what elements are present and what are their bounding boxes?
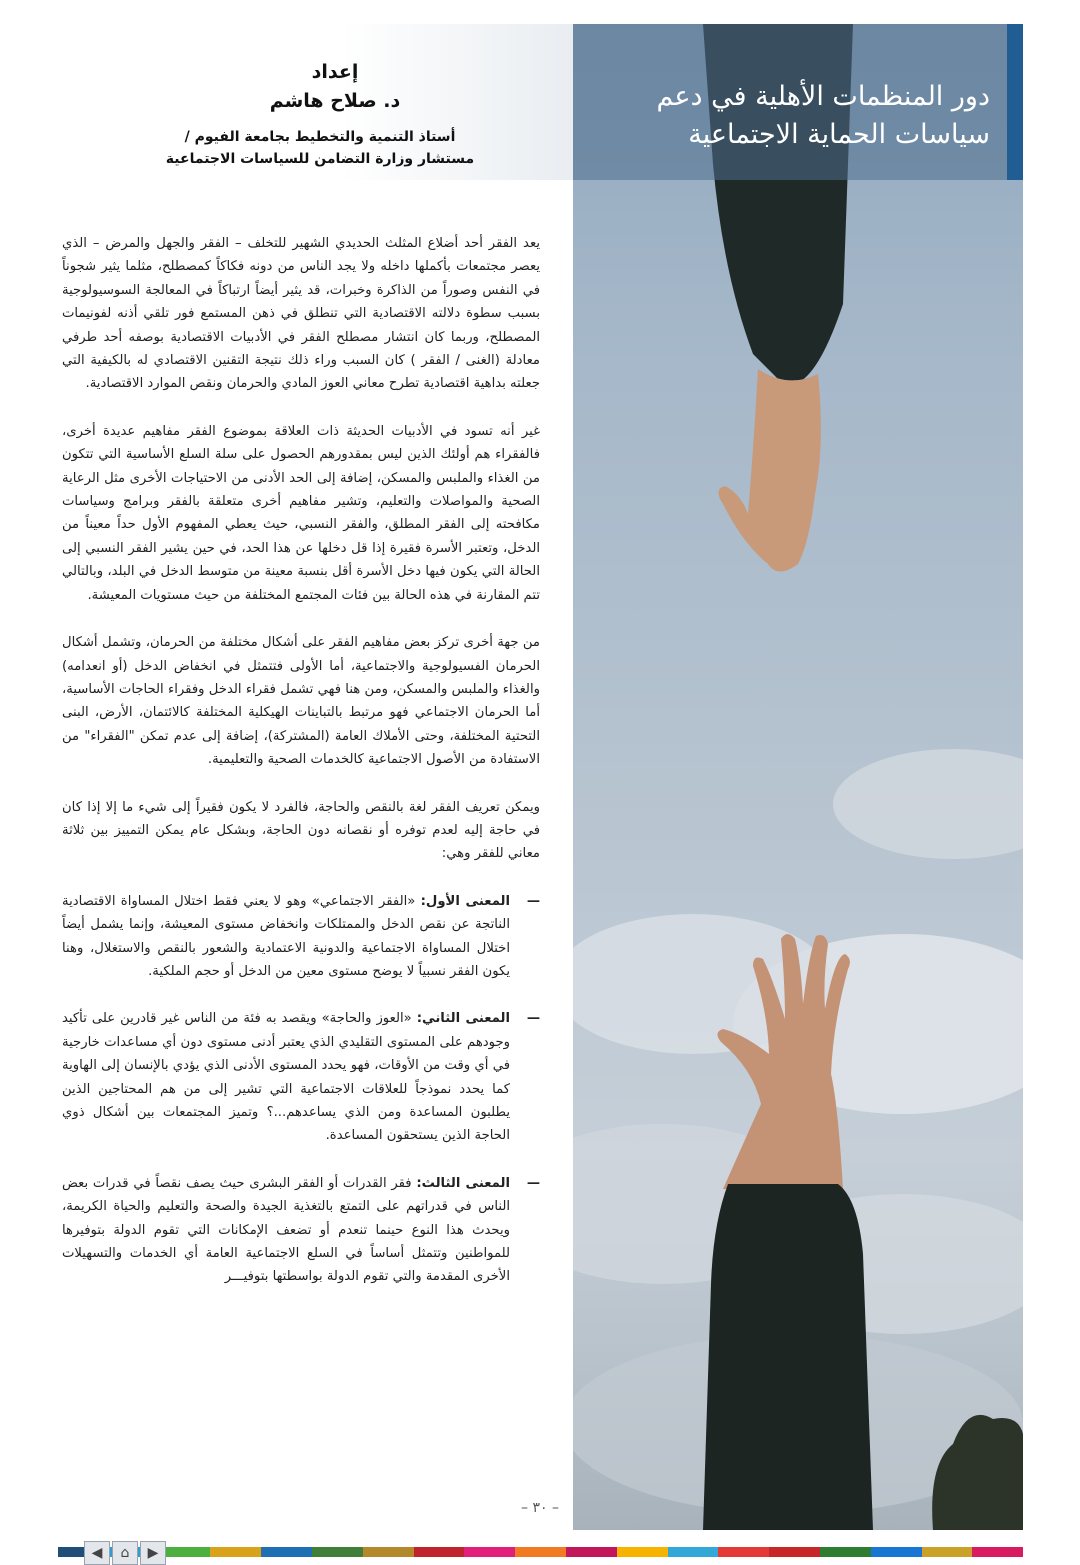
meaning-2 xyxy=(62,1007,540,1147)
list-dash: — xyxy=(526,1011,540,1027)
article-body xyxy=(62,232,540,1313)
nav-lead-block xyxy=(58,1547,84,1557)
author-role xyxy=(80,126,560,170)
color-strip-segment xyxy=(210,1547,261,1557)
page-number: – ٣٠ – xyxy=(521,1500,559,1516)
next-page-button[interactable]: ▶ xyxy=(140,1541,166,1565)
prepared-by-label: إعداد xyxy=(311,61,359,83)
meaning-2-text: «العوز والحاجة» ويقصد به فئة من الناس غير قادرين على تأكيد وجودهم على المستوى التقليدي الذي يعتبر أدنى مستوى دون أي مساعدات خارجية في أي وقت من الأوقات، فهو يحدد المستوى الأدنى الذي يؤدي بالإنسان إلى الهاوية كما يحدد نموذجاً للعلاقات الاجتماعية التي تشير إلى من هم المحتاجين الذين يطلبون المساعدة ومن الذي يساعدهم...؟ وتميز المجتمعات بين أشكال ذوي الحاجة الذين يستحقون المساعدة. xyxy=(62,1011,510,1144)
paragraph-2: غير أنه تسود في الأدبيات الحديثة ذات العلاقة بموضوع الفقر مفاهيم عديدة أخرى، فالفقراء هم أولئك الذين ليس بمقدورهم الحصول على سلة السلع الأساسية التي تتكون من الغذاء والملبس والمسكن، إضافة إلى الحد الأدنى من الاحتياجات الأخرى مثل الرعاية الصحية والمواصلات والتعليم، وتشير مفاهيم أخرى متعلقة بالفقر وبرامج وسياسات مكافحته إلى الفقر المطلق، والفقر النسبي، حيث يعطي المفهوم الأول حداً معيناً من الدخل، وتعتبر الأسرة فقيرة إذا قل دخلها عن هذا الحد، في حين يشير الفقر النسبي إلى الحالة التي يكون فيها دخل الأسرة أقل بنسبة معينة من متوسط الدخل في البلد، وبالتالي تتم المقارنة في هذه الحالة بين فئات المجتمع المختلفة من حيث مستويات المعيشة. xyxy=(62,423,540,603)
color-strip-segment xyxy=(414,1547,465,1557)
article-title-line-2: سياسات الحماية الاجتماعية xyxy=(688,119,990,150)
color-strip-segment xyxy=(668,1547,719,1557)
color-strip-segment xyxy=(617,1547,668,1557)
meaning-3-text: فقر القدرات أو الفقر البشرى حيث يصف نقصاً في قدرات بعض الناس في قدراتهم على التمتع بالتغذية الجيدة والصحة والتعليم والحياة الكريمة، ويحدث هذا النوع حينما تنعدم أو تضعف الإمكانات التي تقوم الدولة بتوفيرها للمواطنين وتتمثل أساساً في السلع الاجتماعية العامة أي الخدمات والتسهيلات الأخرى المقدمة والتي تقوم الدولة بواسطتها بتوفيـــر xyxy=(62,1175,510,1285)
color-strip-segment xyxy=(312,1547,363,1557)
color-strip-segment xyxy=(972,1547,1023,1557)
meaning-3 xyxy=(62,1172,540,1289)
home-button[interactable]: ⌂ xyxy=(112,1541,138,1565)
color-strip-segment xyxy=(769,1547,820,1557)
paragraph-1: يعد الفقر أحد أضلاع المثلث الحديدي الشهير للتخلف – الفقر والجهل والمرض – الذي يعصر مجتمعات بأكملها داخله ولا يجد الناس من دونه فكاكاً كمصطلح، مثلما يثير شجوناً في النفس وصوراً من الذاكرة وخبرات، قد يثير أيضاً ارتباكاً في المعالجة السوسيولوجية بسبب سطوة دلالته الاقتصادية التي تنطلق في ذهن المستمع فور تلقي أذنه لفونيمات المصطلح، وربما كان انتشار مصطلح الفقر في الأدبيات الاقتصادية بوصفه أحد طرفي معادلة (الغنى / الفقر ) كان السبب وراء ذلك نتيجة التقنين الاقتصادي له بالكيفية التي جعلته بداهية اقتصادية تطرح معاني العوز المادي والحرمان ونقص الموارد الاقتصادية. xyxy=(62,236,540,392)
color-strip-segment xyxy=(261,1547,312,1557)
author-block xyxy=(80,58,560,170)
list-dash: — xyxy=(526,893,540,909)
color-strip-segment xyxy=(515,1547,566,1557)
meaning-1-term: المعنى الأول: xyxy=(420,893,511,909)
meaning-2-term: المعنى الثاني: xyxy=(416,1011,510,1027)
article-title-line-1: دور المنظمات الأهلية في دعم xyxy=(656,81,990,112)
meaning-1-text: «الفقر الاجتماعي» وهو لا يعني فقط اختلال المساواة الاقتصادية الناتجة عن نقص الدخل والممتلكات وانخفاض مستوى المعيشة، وإنما يشمل أيضاً اختلال المساواة الاجتماعية والدونية الاعتمادية والشعور بالنقص والاستغلال، وهنا يكون الفقر نسبياً لا يوضح مستوى معين من الدخل أو حجم الملكية. xyxy=(62,893,510,979)
author-name: د. صلاح هاشم xyxy=(269,90,401,112)
color-strip-segment xyxy=(871,1547,922,1557)
previous-page-button[interactable]: ◀ xyxy=(84,1541,110,1565)
page-navigation xyxy=(84,1541,166,1565)
color-strip-segment xyxy=(363,1547,414,1557)
color-strip-segment xyxy=(464,1547,515,1557)
hands-sky-photo xyxy=(573,24,1023,1530)
meaning-1 xyxy=(62,890,540,984)
author-role-line-1: أستاذ التنمية والتخطيط بجامعة الفيوم / xyxy=(184,129,456,145)
color-strip-segment xyxy=(820,1547,871,1557)
article-title xyxy=(590,78,990,154)
paragraph-4: ويمكن تعريف الفقر لغة بالنقص والحاجة، فالفرد لا يكون فقيراً إلى شيء ما إلا إذا كان في حاجة إليه لعدم توفره أو نقصانه دون الحاجة، وبشكل عام يمكن التمييز بين ثلاثة معاني للفقر وهي: xyxy=(62,799,540,862)
color-strip xyxy=(58,1547,1023,1557)
title-accent-stripe xyxy=(1007,24,1023,180)
color-strip-segment xyxy=(566,1547,617,1557)
meaning-3-term: المعنى الثالث: xyxy=(416,1175,510,1191)
color-strip-segment xyxy=(922,1547,973,1557)
color-strip-segment xyxy=(718,1547,769,1557)
paragraph-3: من جهة أخرى تركز بعض مفاهيم الفقر على أشكال مختلفة من الحرمان، وتشمل أشكال الحرمان الفسيولوجية والاجتماعية، أما الأولى فتتمثل في انخفاض الدخل (أو انعدامه) والغذاء والملبس والمسكن، ومن هنا فهي تشمل فقراء الدخل وفقراء الحاجات الأساسية، أما الحرمان الاجتماعي فهو مرتبط بالتباينات الهيكلية المختلفة كالائتمان، الأرض، البنى التحتية المختلفة، وحتى الأملاك العامة (المشتركة)، إضافة إلى عدم تمكن "الفقراء" من الاستفادة من الأصول الاجتماعية كالخدمات الصحية والتعليمية. xyxy=(62,635,540,768)
color-strip-segment xyxy=(160,1547,211,1557)
author-role-line-2: مستشار وزارة التضامن للسياسات الاجتماعية xyxy=(165,151,475,167)
list-dash: — xyxy=(526,1175,540,1191)
